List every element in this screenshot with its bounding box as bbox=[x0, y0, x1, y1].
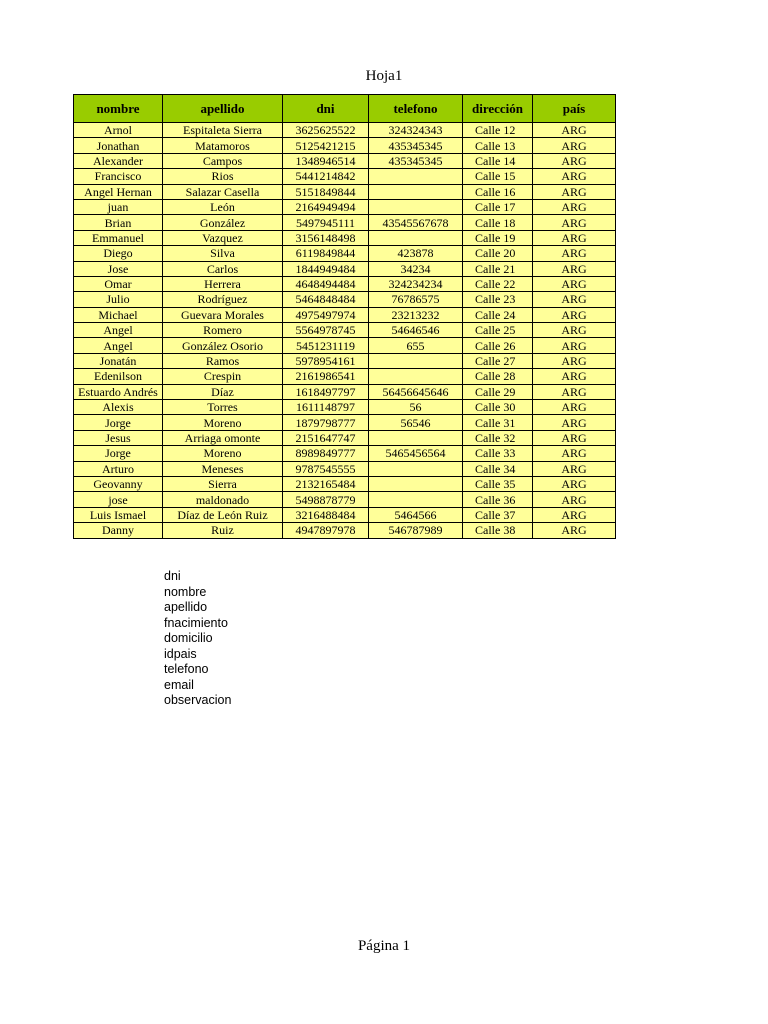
cell-direccion: Calle 29 bbox=[463, 384, 533, 399]
table-row bbox=[74, 430, 616, 445]
cell-apellido: Romero bbox=[163, 323, 283, 338]
cell-pais: ARG bbox=[533, 199, 616, 214]
cell-pais: ARG bbox=[533, 169, 616, 184]
cell-direccion: Calle 20 bbox=[463, 246, 533, 261]
cell-direccion: Calle 34 bbox=[463, 461, 533, 476]
cell-apellido: Salazar Casella bbox=[163, 184, 283, 199]
cell-pais: ARG bbox=[533, 446, 616, 461]
cell-pais: ARG bbox=[533, 292, 616, 307]
cell-direccion: Calle 15 bbox=[463, 169, 533, 184]
cell-nombre: Arturo bbox=[74, 461, 163, 476]
cell-dni: 2161986541 bbox=[283, 369, 369, 384]
cell-direccion: Calle 27 bbox=[463, 353, 533, 368]
cell-nombre: Angel Hernan bbox=[74, 184, 163, 199]
cell-telefono: 76786575 bbox=[369, 292, 463, 307]
sheet-title: Hoja1 bbox=[365, 68, 403, 84]
cell-direccion: Calle 25 bbox=[463, 323, 533, 338]
cell-nombre: Estuardo Andrés bbox=[74, 384, 163, 399]
table-row bbox=[74, 492, 616, 507]
cell-direccion: Calle 30 bbox=[463, 400, 533, 415]
cell-nombre: Alexis bbox=[74, 400, 163, 415]
field-list bbox=[164, 569, 231, 709]
cell-telefono: 56456645646 bbox=[369, 384, 463, 399]
cell-nombre: Jorge bbox=[74, 415, 163, 430]
cell-apellido: Silva bbox=[163, 246, 283, 261]
cell-direccion: Calle 33 bbox=[463, 446, 533, 461]
cell-pais: ARG bbox=[533, 338, 616, 353]
cell-nombre: Angel bbox=[74, 323, 163, 338]
cell-apellido: Rodríguez bbox=[163, 292, 283, 307]
cell-pais: ARG bbox=[533, 476, 616, 491]
table-row bbox=[74, 153, 616, 168]
cell-nombre: Brian bbox=[74, 215, 163, 230]
cell-pais: ARG bbox=[533, 323, 616, 338]
cell-nombre: Jose bbox=[74, 261, 163, 276]
field-list-item: email bbox=[164, 677, 194, 692]
cell-telefono: 324324343 bbox=[369, 123, 463, 138]
cell-direccion: Calle 14 bbox=[463, 153, 533, 168]
cell-telefono: 435345345 bbox=[369, 153, 463, 168]
cell-telefono: 5464566 bbox=[369, 507, 463, 522]
cell-nombre: Luis Ismael bbox=[74, 507, 163, 522]
cell-apellido: Carlos bbox=[163, 261, 283, 276]
cell-dni: 1348946514 bbox=[283, 153, 369, 168]
cell-apellido: González bbox=[163, 215, 283, 230]
cell-pais: ARG bbox=[533, 215, 616, 230]
cell-nombre: Jonatán bbox=[74, 353, 163, 368]
cell-nombre: Alexander bbox=[74, 153, 163, 168]
cell-telefono bbox=[369, 476, 463, 491]
cell-dni: 5441214842 bbox=[283, 169, 369, 184]
cell-pais: ARG bbox=[533, 507, 616, 522]
cell-apellido: Díaz de León Ruiz bbox=[163, 507, 283, 522]
cell-telefono: 423878 bbox=[369, 246, 463, 261]
table-row bbox=[74, 199, 616, 214]
cell-telefono: 324234234 bbox=[369, 276, 463, 291]
cell-dni: 4975497974 bbox=[283, 307, 369, 322]
cell-telefono: 5465456564 bbox=[369, 446, 463, 461]
cell-dni: 5151849844 bbox=[283, 184, 369, 199]
cell-pais: ARG bbox=[533, 276, 616, 291]
cell-direccion: Calle 19 bbox=[463, 230, 533, 245]
cell-nombre: Jesus bbox=[74, 430, 163, 445]
cell-direccion: Calle 21 bbox=[463, 261, 533, 276]
field-list-item: telefono bbox=[164, 662, 209, 676]
cell-pais: ARG bbox=[533, 184, 616, 199]
cell-pais: ARG bbox=[533, 400, 616, 415]
table-row bbox=[74, 476, 616, 491]
cell-apellido: Espitaleta Sierra bbox=[163, 123, 283, 138]
cell-dni: 5451231119 bbox=[283, 338, 369, 353]
table-row bbox=[74, 369, 616, 384]
column-header-apellido: apellido bbox=[163, 95, 283, 123]
cell-nombre: Diego bbox=[74, 246, 163, 261]
table-row bbox=[74, 353, 616, 368]
cell-nombre: juan bbox=[74, 199, 163, 214]
cell-telefono bbox=[369, 199, 463, 214]
field-list-item: apellido bbox=[164, 600, 208, 614]
cell-nombre: Emmanuel bbox=[74, 230, 163, 245]
column-header-dni: dni bbox=[283, 95, 369, 123]
table-header-row bbox=[74, 95, 616, 123]
cell-dni: 5464848484 bbox=[283, 292, 369, 307]
field-list-item: domicilio bbox=[164, 631, 213, 645]
cell-apellido: Vazquez bbox=[163, 230, 283, 245]
cell-telefono: 435345345 bbox=[369, 138, 463, 153]
cell-apellido: maldonado bbox=[163, 492, 283, 507]
cell-telefono bbox=[369, 492, 463, 507]
cell-direccion: Calle 28 bbox=[463, 369, 533, 384]
table-row bbox=[74, 415, 616, 430]
cell-apellido: Ruiz bbox=[163, 523, 283, 538]
cell-dni: 5497945111 bbox=[283, 215, 369, 230]
cell-pais: ARG bbox=[533, 430, 616, 445]
cell-pais: ARG bbox=[533, 246, 616, 261]
table-row bbox=[74, 323, 616, 338]
table-body bbox=[74, 123, 616, 539]
cell-telefono: 34234 bbox=[369, 261, 463, 276]
cell-dni: 9787545555 bbox=[283, 461, 369, 476]
cell-dni: 5978954161 bbox=[283, 353, 369, 368]
cell-pais: ARG bbox=[533, 153, 616, 168]
cell-apellido: Díaz bbox=[163, 384, 283, 399]
field-list-item: idpais bbox=[164, 646, 197, 661]
cell-apellido: Guevara Morales bbox=[163, 307, 283, 322]
cell-dni: 1879798777 bbox=[283, 415, 369, 430]
cell-apellido: León bbox=[163, 199, 283, 214]
table-row bbox=[74, 292, 616, 307]
cell-dni: 2151647747 bbox=[283, 430, 369, 445]
page-footer: Página 1 bbox=[357, 938, 411, 954]
cell-nombre: Edenilson bbox=[74, 369, 163, 384]
cell-telefono: 23213232 bbox=[369, 307, 463, 322]
cell-telefono: 56546 bbox=[369, 415, 463, 430]
cell-direccion: Calle 23 bbox=[463, 292, 533, 307]
cell-dni: 5564978745 bbox=[283, 323, 369, 338]
field-list-item: fnacimiento bbox=[164, 615, 228, 630]
cell-dni: 5498878779 bbox=[283, 492, 369, 507]
cell-nombre: Julio bbox=[74, 292, 163, 307]
cell-telefono bbox=[369, 353, 463, 368]
cell-apellido: Moreno bbox=[163, 446, 283, 461]
cell-dni: 3216488484 bbox=[283, 507, 369, 522]
cell-telefono bbox=[369, 369, 463, 384]
cell-telefono bbox=[369, 430, 463, 445]
table-row bbox=[74, 446, 616, 461]
cell-dni: 2164949494 bbox=[283, 199, 369, 214]
cell-apellido: Rios bbox=[163, 169, 283, 184]
table-row bbox=[74, 384, 616, 399]
cell-telefono: 546787989 bbox=[369, 523, 463, 538]
table-row bbox=[74, 261, 616, 276]
cell-pais: ARG bbox=[533, 369, 616, 384]
cell-pais: ARG bbox=[533, 307, 616, 322]
cell-nombre: Francisco bbox=[74, 169, 163, 184]
cell-apellido: Sierra bbox=[163, 476, 283, 491]
table-row bbox=[74, 215, 616, 230]
field-list-item: dni bbox=[164, 569, 181, 583]
cell-apellido: Ramos bbox=[163, 353, 283, 368]
cell-nombre: Geovanny bbox=[74, 476, 163, 491]
table-row bbox=[74, 184, 616, 199]
cell-direccion: Calle 17 bbox=[463, 199, 533, 214]
column-header-pais: país bbox=[533, 95, 616, 123]
table-row bbox=[74, 507, 616, 522]
cell-dni: 6119849844 bbox=[283, 246, 369, 261]
cell-apellido: Campos bbox=[163, 153, 283, 168]
cell-nombre: Arnol bbox=[74, 123, 163, 138]
cell-nombre: Omar bbox=[74, 276, 163, 291]
table-row bbox=[74, 307, 616, 322]
cell-apellido: Matamoros bbox=[163, 138, 283, 153]
cell-pais: ARG bbox=[533, 415, 616, 430]
cell-direccion: Calle 13 bbox=[463, 138, 533, 153]
cell-telefono: 43545567678 bbox=[369, 215, 463, 230]
column-header-telefono: telefono bbox=[369, 95, 463, 123]
cell-dni: 3625625522 bbox=[283, 123, 369, 138]
cell-dni: 8989849777 bbox=[283, 446, 369, 461]
cell-direccion: Calle 24 bbox=[463, 307, 533, 322]
table-row bbox=[74, 338, 616, 353]
table-row bbox=[74, 230, 616, 245]
table-row bbox=[74, 246, 616, 261]
cell-apellido: Torres bbox=[163, 400, 283, 415]
cell-direccion: Calle 16 bbox=[463, 184, 533, 199]
cell-telefono bbox=[369, 230, 463, 245]
cell-pais: ARG bbox=[533, 384, 616, 399]
cell-pais: ARG bbox=[533, 261, 616, 276]
table-row bbox=[74, 169, 616, 184]
column-header-nombre: nombre bbox=[74, 95, 163, 123]
cell-telefono bbox=[369, 169, 463, 184]
cell-dni: 3156148498 bbox=[283, 230, 369, 245]
cell-direccion: Calle 32 bbox=[463, 430, 533, 445]
cell-telefono: 54646546 bbox=[369, 323, 463, 338]
cell-direccion: Calle 22 bbox=[463, 276, 533, 291]
field-list-item: observacion bbox=[164, 693, 232, 707]
cell-apellido: Herrera bbox=[163, 276, 283, 291]
cell-nombre: Angel bbox=[74, 338, 163, 353]
cell-pais: ARG bbox=[533, 123, 616, 138]
cell-pais: ARG bbox=[533, 523, 616, 538]
cell-pais: ARG bbox=[533, 138, 616, 153]
cell-telefono bbox=[369, 184, 463, 199]
cell-direccion: Calle 37 bbox=[463, 507, 533, 522]
cell-direccion: Calle 31 bbox=[463, 415, 533, 430]
cell-direccion: Calle 36 bbox=[463, 492, 533, 507]
cell-telefono bbox=[369, 461, 463, 476]
cell-dni: 4947897978 bbox=[283, 523, 369, 538]
cell-nombre: Michael bbox=[74, 307, 163, 322]
cell-dni: 2132165484 bbox=[283, 476, 369, 491]
cell-dni: 1611148797 bbox=[283, 400, 369, 415]
cell-apellido: Meneses bbox=[163, 461, 283, 476]
cell-direccion: Calle 12 bbox=[463, 123, 533, 138]
table-row bbox=[74, 276, 616, 291]
cell-pais: ARG bbox=[533, 230, 616, 245]
cell-direccion: Calle 38 bbox=[463, 523, 533, 538]
cell-nombre: jose bbox=[74, 492, 163, 507]
cell-nombre: Jorge bbox=[74, 446, 163, 461]
cell-apellido: González Osorio bbox=[163, 338, 283, 353]
cell-direccion: Calle 18 bbox=[463, 215, 533, 230]
cell-direccion: Calle 35 bbox=[463, 476, 533, 491]
cell-dni: 1844949484 bbox=[283, 261, 369, 276]
cell-pais: ARG bbox=[533, 353, 616, 368]
cell-telefono: 655 bbox=[369, 338, 463, 353]
cell-dni: 1618497797 bbox=[283, 384, 369, 399]
cell-direccion: Calle 26 bbox=[463, 338, 533, 353]
cell-dni: 4648494484 bbox=[283, 276, 369, 291]
cell-pais: ARG bbox=[533, 492, 616, 507]
table-row bbox=[74, 523, 616, 538]
cell-apellido: Moreno bbox=[163, 415, 283, 430]
table-row bbox=[74, 123, 616, 138]
cell-nombre: Jonathan bbox=[74, 138, 163, 153]
table-row bbox=[74, 461, 616, 476]
cell-dni: 5125421215 bbox=[283, 138, 369, 153]
table-row bbox=[74, 400, 616, 415]
cell-apellido: Crespin bbox=[163, 369, 283, 384]
data-table bbox=[73, 94, 616, 539]
cell-pais: ARG bbox=[533, 461, 616, 476]
table-row bbox=[74, 138, 616, 153]
field-list-item: nombre bbox=[164, 584, 207, 599]
column-header-direccion: dirección bbox=[463, 95, 533, 123]
cell-telefono: 56 bbox=[369, 400, 463, 415]
cell-apellido: Arriaga omonte bbox=[163, 430, 283, 445]
cell-nombre: Danny bbox=[74, 523, 163, 538]
